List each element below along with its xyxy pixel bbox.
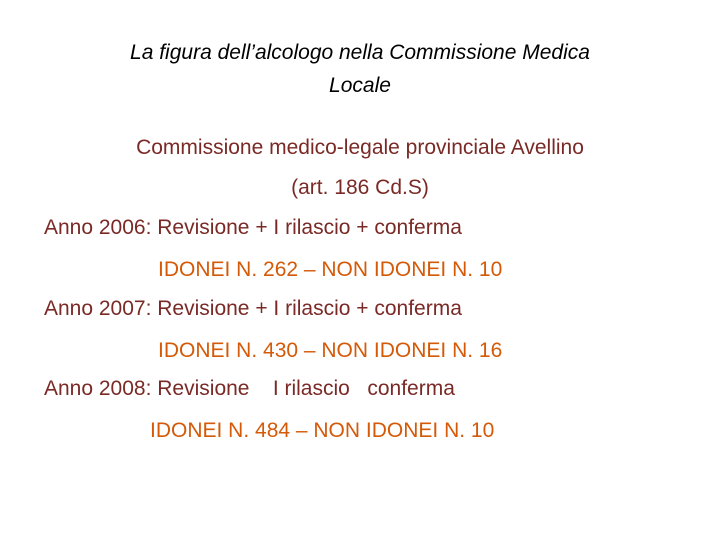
subtitle-article: (art. 186 Cd.S) — [291, 176, 429, 199]
entry-2007-label: Anno 2007: Revisione + I rilascio + conferma — [44, 297, 462, 320]
entry-2007-result: IDONEI N. 430 – NON IDONEI N. 16 — [158, 339, 503, 362]
entry-2008-label: Anno 2008: Revisione I rilascio conferma — [44, 377, 455, 400]
title-line-2: Locale — [329, 74, 391, 97]
slide-title — [40, 36, 680, 102]
title-line-1: La figura dell’alcologo nella Commissione Medica — [130, 41, 590, 64]
entry-2008-result: IDONEI N. 484 – NON IDONEI N. 10 — [150, 419, 495, 442]
entry-2006-result: IDONEI N. 262 – NON IDONEI N. 10 — [158, 258, 503, 281]
entry-2006-label: Anno 2006: Revisione + I rilascio + conferma — [44, 216, 462, 239]
subtitle-commission: Commissione medico-legale provinciale Avellino — [136, 136, 584, 159]
